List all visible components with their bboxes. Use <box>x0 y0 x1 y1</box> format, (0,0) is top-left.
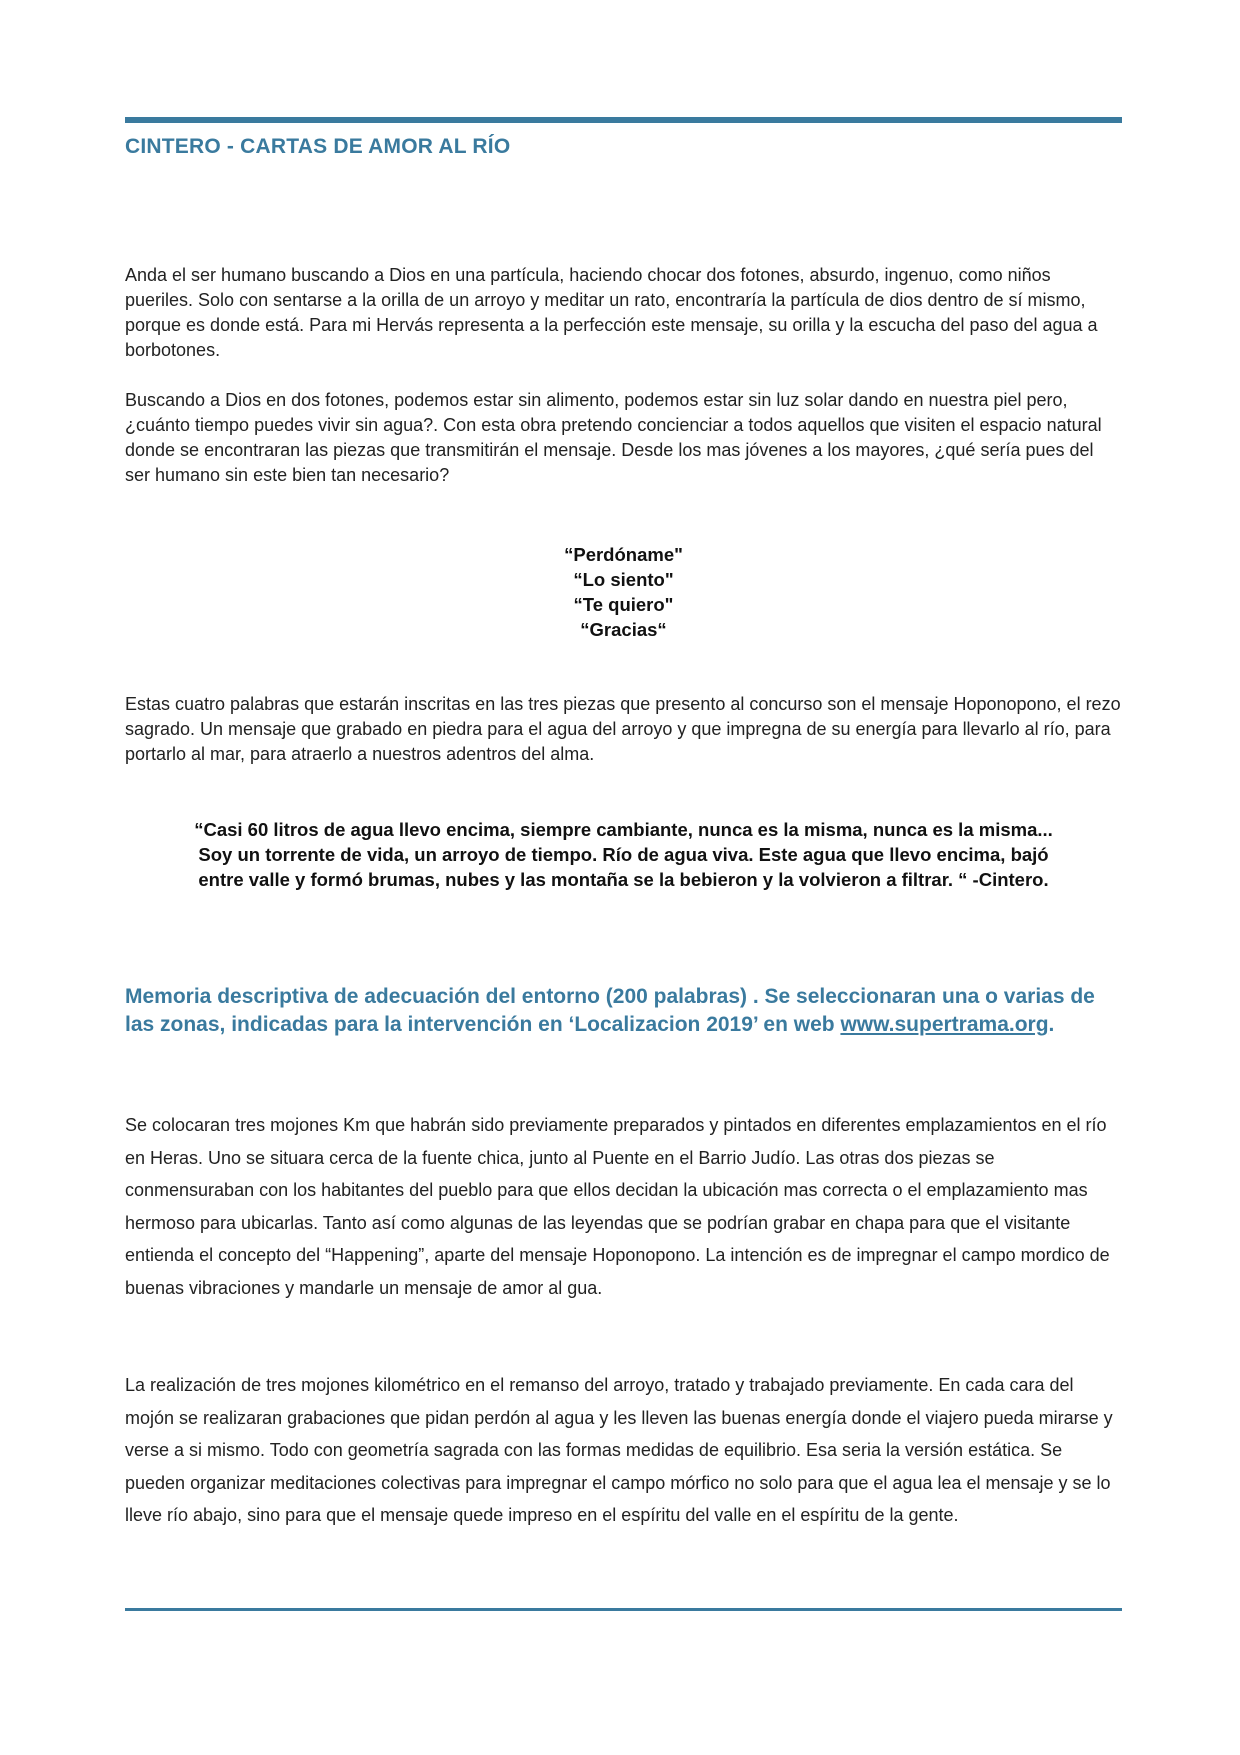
word-lo-siento: “Lo siento" <box>573 569 674 590</box>
word-gracias: “Gracias“ <box>580 619 667 640</box>
word-te-quiero: “Te quiero" <box>573 594 674 615</box>
quote-line-3: entre valle y formó brumas, nubes y las montaña se la bebieron y la volvieron a filtrar. “ -Cintero. <box>198 869 1049 890</box>
supertrama-link[interactable]: www.supertrama.org <box>840 1013 1049 1036</box>
section-paragraph-1: Se colocaran tres mojones Km que habrán sido previamente preparados y pintados en diferentes emplazamientos en el río en Heras. Uno se situara cerca de la fuente chica, junto al Puente en el Barrio Judío. Las otras dos piezas se conmensuraban con los habitantes del pueblo para que ellos decidan la ubicación mas correcta o el emplazamiento mas hermoso para ubicarlas. Tanto así como algunas de las leyendas que se podrían grabar en chapa para que el visitante entienda el concepto del “Happening”, aparte del mensaje Hoponopono. La intención es de impregnar el campo mordico de buenas vibraciones y mandarle un mensaje de amor al gua. <box>125 1115 1110 1298</box>
section-heading-suffix: . <box>1048 1013 1055 1036</box>
bottom-divider <box>125 1608 1122 1611</box>
top-divider <box>125 117 1122 123</box>
document-title: CINTERO - CARTAS DE AMOR AL RÍO <box>125 135 511 158</box>
four-words-block <box>125 542 1122 642</box>
quote-line-1: “Casi 60 litros de agua llevo encima, siempre cambiante, nunca es la misma, nunca es la misma... <box>194 819 1053 840</box>
section-paragraph-2: La realización de tres mojones kilométrico en el remanso del arroyo, tratado y trabajado previamente. En cada cara del mojón se realizaran grabaciones que pidan perdón al agua y les lleven las buenas energía donde el viajero pueda mirarse y verse a si mismo. Todo con geometría sagrada con las formas medidas de equilibrio. Esa seria la versión estática. Se pueden organizar meditaciones colectivas para impregnar el campo mórfico no solo para que el agua lea el mensaje y se lo lleve río abajo, sino para que el mensaje quede impreso en el espíritu del valle en el espíritu de la gente. <box>125 1375 1113 1525</box>
quote-line-2: Soy un torrente de vida, un arroyo de tiempo. Río de agua viva. Este agua que llevo encima, bajó <box>198 844 1049 865</box>
words-paragraph: Estas cuatro palabras que estarán inscritas en las tres piezas que presento al concurso son el mensaje Hoponopono, el rezo sagrado. Un mensaje que grabado en piedra para el agua del arroyo y que impregna de su energía para llevarlo al río, para portarlo al mar, para atraerlo a nuestros adentros del alma. <box>125 694 1121 764</box>
section-heading <box>125 983 1122 1039</box>
intro-paragraph-2: Buscando a Dios en dos fotones, podemos estar sin alimento, podemos estar sin luz solar dando en nuestra piel pero, ¿cuánto tiempo puedes vivir sin agua?. Con esta obra pretendo concienciar a todos aquellos que visiten el espacio natural donde se encontraran las piezas que transmitirán el mensaje. Desde los mas jóvenes a los mayores, ¿qué sería pues del ser humano sin este bien tan necesario? <box>125 390 1102 485</box>
intro-paragraph-1: Anda el ser humano buscando a Dios en una partícula, haciendo chocar dos fotones, absurdo, ingenuo, como niños pueriles. Solo con sentarse a la orilla de un arroyo y meditar un rato, encontraría la partícula de dios dentro de sí mismo, porque es donde está. Para mi Hervás representa a la perfección este mensaje, su orilla y la escucha del paso del agua a borbotones. <box>125 265 1098 360</box>
word-perdoname: “Perdóname" <box>564 544 683 565</box>
section-heading-text: Memoria descriptiva de adecuación del entorno (200 palabras) . Se seleccionaran una o varias de las zonas, indicadas para la intervención en ‘Localizacion 2019’ en web <box>125 985 1095 1036</box>
cintero-quote <box>125 817 1122 892</box>
